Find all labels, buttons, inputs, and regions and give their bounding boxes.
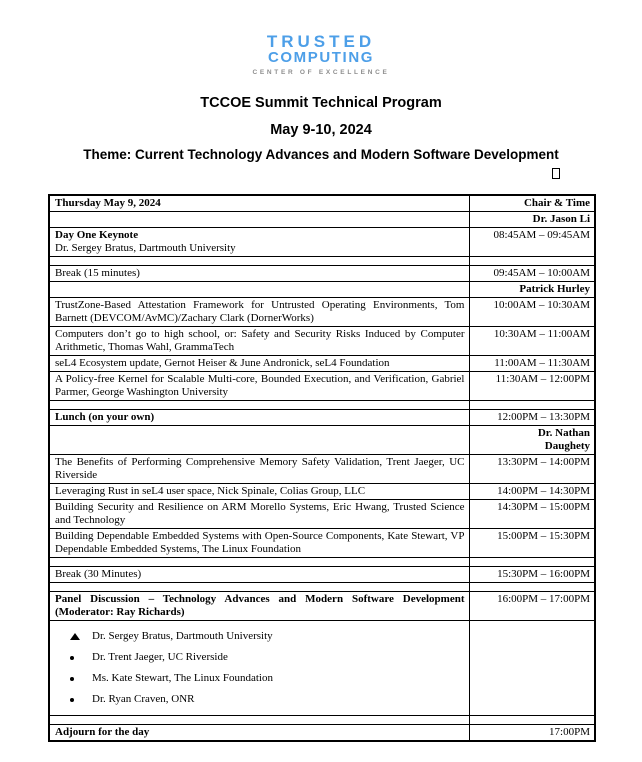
break-label: Break (15 minutes) (49, 266, 469, 282)
day-header-cell: Thursday May 9, 2024 (49, 195, 469, 212)
break-time: 09:45AM – 10:00AM (469, 266, 595, 282)
break-time: 15:30PM – 16:00PM (469, 567, 595, 583)
talk-title: seL4 Ecosystem update, Gernot Heiser & June Andronick, seL4 Foundation (49, 356, 469, 372)
session-row (49, 372, 595, 401)
chair-row (49, 212, 595, 228)
trusted-computing-logo (0, 33, 642, 76)
keynote-speaker: Dr. Sergey Bratus, Dartmouth University (55, 242, 236, 254)
adjourn-row (49, 725, 595, 742)
panel-members-cell (49, 621, 469, 716)
chair-name: Dr. Nathan Daughety (469, 426, 595, 455)
break-label: Break (30 Minutes) (49, 567, 469, 583)
empty-cell (49, 282, 469, 298)
chair-row (49, 426, 595, 455)
panel-title: Panel Discussion – Technology Advances and Modern Software Development (Moderator: Ray Richards) (49, 592, 469, 621)
session-time: 13:30PM – 14:00PM (469, 455, 595, 484)
session-time: 10:00AM – 10:30AM (469, 298, 595, 327)
keynote-title: Day One Keynote (55, 229, 139, 241)
talk-title: Building Security and Resilience on ARM Morello Systems, Eric Hwang, Trusted Science and Technology (49, 500, 469, 529)
bullet-icon (70, 656, 92, 660)
logo-wordmark-line2: COMPUTING (267, 49, 375, 66)
panel-member-name: Dr. Sergey Bratus, Dartmouth University (92, 630, 273, 642)
spacer-row (49, 257, 595, 266)
chair-row (49, 282, 595, 298)
session-row (49, 356, 595, 372)
lunch-label: Lunch (on your own) (49, 410, 469, 426)
panel-member-name: Dr. Ryan Craven, ONR (92, 693, 195, 705)
break-row (49, 567, 595, 583)
session-time: 11:30AM – 12:00PM (469, 372, 595, 401)
session-time: 08:45AM – 09:45AM (469, 228, 595, 257)
session-row (49, 529, 595, 558)
document-theme: Theme: Current Technology Advances and Modern Software Development (83, 147, 559, 162)
session-time: 11:00AM – 11:30AM (469, 356, 595, 372)
spacer-row (49, 716, 595, 725)
document-dates: May 9-10, 2024 (270, 122, 372, 138)
session-time: 15:00PM – 15:30PM (469, 529, 595, 558)
bullet-list-row (49, 621, 595, 716)
session-row (49, 500, 595, 529)
bullet-icon (70, 677, 92, 681)
logo-tagline: CENTER OF EXCELLENCE (252, 69, 390, 76)
adjourn-label: Adjourn for the day (49, 725, 469, 742)
panel-row (49, 592, 595, 621)
keynote-cell (49, 228, 469, 257)
empty-cell (49, 212, 469, 228)
session-row (49, 455, 595, 484)
session-row (49, 484, 595, 500)
logo-wordmark-line1: TRUSTED (266, 32, 376, 51)
table-header-row (49, 195, 595, 212)
panel-time: 16:00PM – 17:00PM (469, 592, 595, 621)
talk-title: Leveraging Rust in seL4 user space, Nick Spinale, Colias Group, LLC (49, 484, 469, 500)
panel-member-item (70, 672, 465, 685)
bullet-icon (70, 698, 92, 702)
chair-name: Dr. Jason Li (469, 212, 595, 228)
triangle-bullet-icon (70, 633, 92, 640)
talk-title: TrustZone-Based Attestation Framework for Untrusted Operating Environments, Tom Barnett (DEVCOM/AvMC)/Zachary Clark (DornerWorks) (49, 298, 469, 327)
lunch-time: 12:00PM – 13:30PM (469, 410, 595, 426)
session-time: 14:30PM – 15:00PM (469, 500, 595, 529)
missing-glyph-box (552, 168, 560, 179)
spacer-row (49, 583, 595, 592)
talk-title: A Policy-free Kernel for Scalable Multi-core, Bounded Execution, and Verification, Gabriel Parmer, George Washington University (49, 372, 469, 401)
chair-name: Patrick Hurley (469, 282, 595, 298)
panel-member-item (70, 630, 465, 643)
program-table (48, 194, 596, 742)
chair-time-header-cell: Chair & Time (469, 195, 595, 212)
talk-title: The Benefits of Performing Comprehensive Memory Safety Validation, Trent Jaeger, UC Riverside (49, 455, 469, 484)
adjourn-time: 17:00PM (469, 725, 595, 742)
lunch-row (49, 410, 595, 426)
session-time: 10:30AM – 11:00AM (469, 327, 595, 356)
spacer-row (49, 401, 595, 410)
session-time: 14:00PM – 14:30PM (469, 484, 595, 500)
panel-member-name: Dr. Trent Jaeger, UC Riverside (92, 651, 228, 663)
session-row (49, 298, 595, 327)
session-row (49, 228, 595, 257)
empty-cell (469, 621, 595, 716)
panel-member-name: Ms. Kate Stewart, The Linux Foundation (92, 672, 273, 684)
break-row (49, 266, 595, 282)
talk-title: Computers don’t go to high school, or: Safety and Security Risks Induced by Computer Arithmetic, Thomas Wahl, GrammaTech (49, 327, 469, 356)
session-row (49, 327, 595, 356)
talk-title: Building Dependable Embedded Systems with Open-Source Components, Kate Stewart, VP Dependable Embedded Systems, The Linux Foundation (49, 529, 469, 558)
document-title: TCCOE Summit Technical Program (200, 95, 442, 111)
spacer-row (49, 558, 595, 567)
empty-cell (49, 426, 469, 455)
panel-member-item (70, 651, 465, 664)
panel-member-item (70, 693, 465, 706)
